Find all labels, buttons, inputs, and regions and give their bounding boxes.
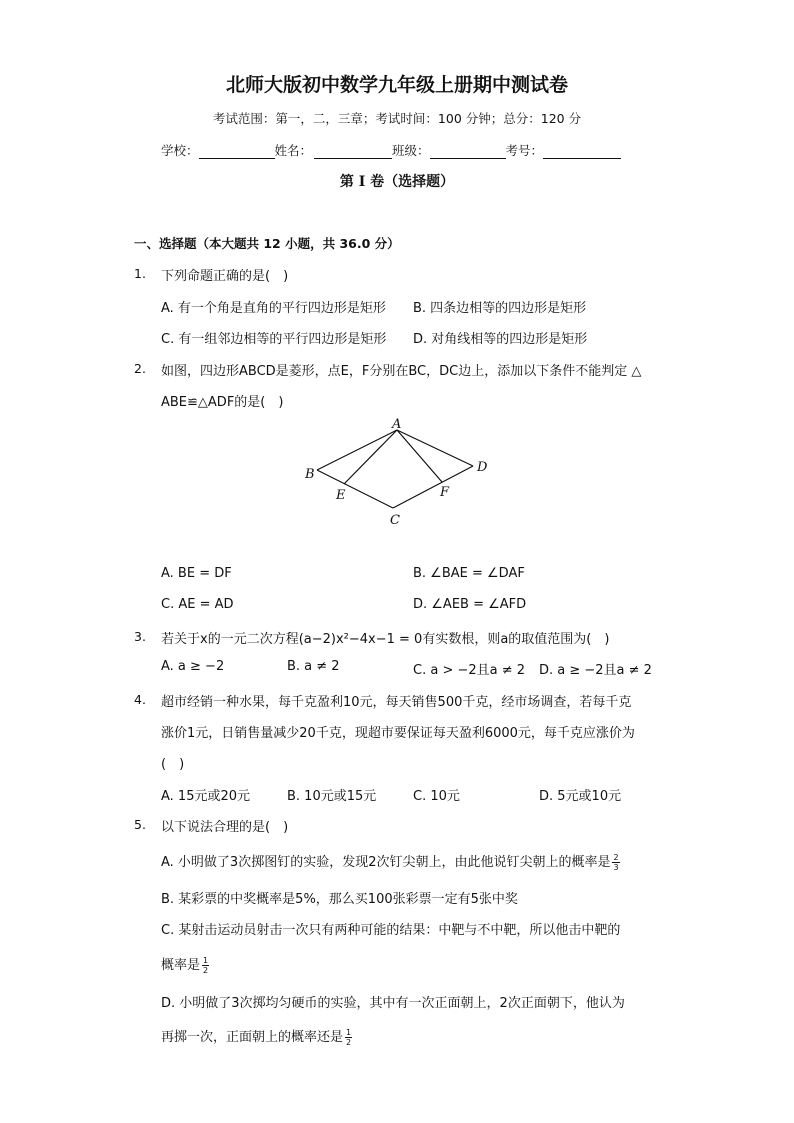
rhombus-figure — [290, 412, 510, 532]
fraction-denominator: 3 — [613, 863, 619, 872]
school-label: 学校： — [161, 143, 199, 158]
q2-option-b: B. ∠BAE = ∠DAF — [413, 566, 525, 581]
q2-option-d: D. ∠AEB = ∠AFD — [413, 597, 527, 612]
name-blank[interactable] — [314, 144, 392, 159]
q4-option-b: B. 10元或15元 — [287, 789, 377, 804]
q5-option-c-line1: C. 某射击运动员射击一次只有两种可能的结果：中靶与不中靶，所以他击中靶的 — [161, 923, 621, 938]
id-label: 考号： — [505, 143, 544, 158]
q2-option-c: C. AE = AD — [161, 597, 234, 612]
label-f: F — [440, 485, 450, 500]
id-blank[interactable] — [543, 144, 621, 159]
class-label: 班级： — [392, 143, 430, 158]
exam-info: 考试范围：第一，二，三章；考试时间：100 分钟；总分：120 分 — [212, 111, 582, 126]
q5-option-d-line2 — [161, 1026, 352, 1047]
q1-number: 1. — [134, 266, 146, 281]
q5-option-d-text: 再掷一次，正面朝上的概率还是 — [161, 1030, 344, 1045]
q5-number: 5. — [134, 817, 146, 832]
fraction-numerator: 2 — [613, 853, 619, 862]
fraction — [612, 853, 619, 872]
q4-option-a: A. 15元或20元 — [161, 789, 251, 804]
student-info-row — [161, 141, 621, 159]
label-e: E — [336, 488, 346, 503]
school-blank[interactable] — [199, 144, 275, 159]
q2-number: 2. — [134, 361, 146, 376]
side-ab — [317, 430, 397, 470]
q5-option-c-line2 — [161, 954, 209, 975]
section-heading: 一、选择题（本大题共 12 小题，共 36.0 分） — [134, 236, 400, 251]
side-bc — [317, 470, 393, 508]
label-c: C — [390, 513, 400, 528]
fraction — [202, 956, 209, 975]
q5-option-a — [161, 851, 620, 872]
label-a: A — [392, 417, 402, 432]
side-ad — [397, 430, 473, 466]
fraction-numerator: 1 — [203, 956, 209, 965]
q1-option-b: B. 四条边相等的四边形是矩形 — [413, 301, 587, 316]
q3-stem: 若关于x的一元二次方程(a−2)x²−4x−1 = 0有实数根，则a的取值范围为( ) — [161, 632, 610, 647]
q4-option-c: C. 10元 — [413, 789, 460, 804]
q1-option-d: D. 对角线相等的四边形是矩形 — [413, 332, 588, 347]
q2-option-a: A. BE = DF — [161, 566, 232, 581]
q5-option-a-text: A. 小明做了3次掷图钉的实验，发现2次钉尖朝上，由此他说钉尖朝上的概率是 — [161, 855, 611, 870]
fraction-denominator: 2 — [346, 1038, 352, 1047]
q4-stem-line3: ( ) — [161, 757, 185, 772]
q5-stem: 以下说法合理的是( ) — [161, 820, 289, 835]
fraction-denominator: 2 — [203, 966, 209, 975]
q1-option-a: A. 有一个角是直角的平行四边形是矩形 — [161, 301, 386, 316]
segment-ae — [344, 430, 397, 484]
q5-option-b: B. 某彩票的中奖概率是5%，那么买100张彩票一定有5张中奖 — [161, 892, 518, 907]
q3-number: 3. — [134, 629, 146, 644]
q4-option-d: D. 5元或10元 — [539, 789, 622, 804]
label-b: B — [305, 467, 315, 482]
fraction-numerator: 1 — [346, 1028, 352, 1037]
q5-option-c-text: 概率是 — [161, 958, 201, 973]
class-blank[interactable] — [430, 144, 506, 159]
q4-number: 4. — [134, 692, 146, 707]
q2-stem-line1: 如图，四边形ABCD是菱形，点E，F分别在BC，DC边上，添加以下条件不能判定 △ — [161, 364, 642, 379]
fraction — [345, 1028, 352, 1047]
q3-option-c: C. a > −2且a ≠ 2 — [413, 663, 526, 678]
label-d: D — [477, 460, 488, 475]
q3-option-b: B. a ≠ 2 — [287, 659, 340, 674]
q3-option-d: D. a ≥ −2且a ≠ 2 — [539, 663, 652, 678]
q1-stem: 下列命题正确的是( ) — [161, 269, 289, 284]
q2-stem-line2: ABE≌△ADF的是( ) — [161, 395, 284, 410]
name-label: 姓名： — [274, 143, 313, 158]
volume-heading: 第 I 卷（选择题） — [339, 174, 455, 190]
q4-stem-line2: 涨价1元，日销售量减少20千克，现超市要保证每天盈利6000元，每千克应涨价为 — [161, 726, 635, 741]
q5-option-d-line1: D. 小明做了3次掷均匀硬币的实验，其中有一次正面朝上，2次正面朝下，他认为 — [161, 996, 625, 1011]
segment-af — [397, 430, 442, 482]
exam-title: 北师大版初中数学九年级上册期中测试卷 — [225, 74, 568, 96]
q1-option-c: C. 有一组邻边相等的平行四边形是矩形 — [161, 332, 387, 347]
q4-stem-line1: 超市经销一种水果，每千克盈利10元，每天销售500千克，经市场调查，若每千克 — [161, 695, 632, 710]
q3-option-a: A. a ≥ −2 — [161, 659, 225, 674]
